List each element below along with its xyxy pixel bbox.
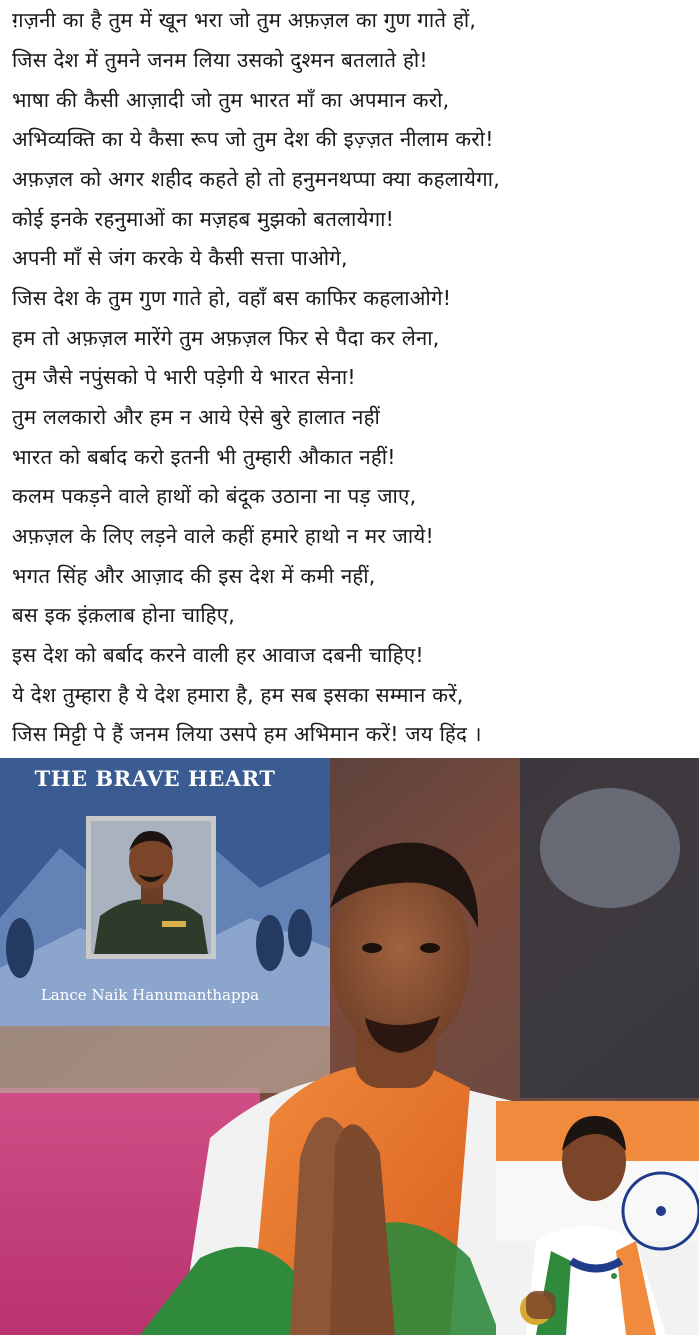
poem-line: जिस देश के तुम गुण गाते हो, वहाँ बस काफिर कहलाओगे! [12, 286, 452, 310]
poem-line: तुम ललकारो और हम न आये ऐसे बुरे हालात नहीं [12, 405, 381, 429]
poem-line: अफ़ज़ल के लिए लड़ने वाले कहीं हमारे हाथो न मर जाये! [12, 524, 434, 548]
poem-line: भारत को बर्बाद करो इतनी भी तुम्हारी औकात नहीं! [12, 445, 396, 469]
poem-line: अभिव्यक्ति का ये कैसा रूप जो तुम देश की इज़्ज़त नीलाम करो! [12, 127, 494, 151]
poem-line: बस इक इंक़लाब होना चाहिए, [12, 603, 236, 627]
poem-line: भगत सिंह और आज़ाद की इस देश में कमी नहीं, [12, 564, 376, 588]
soldier-portrait-image [86, 816, 216, 959]
poem-line: अफ़ज़ल को अगर शहीद कहते हो तो हनुमनथप्पा क्या कहलायेगा, [12, 167, 500, 191]
poem-line: कलम पकड़ने वाले हाथों को बंदूक उठाना ना पड़ जाए, [12, 484, 417, 508]
medal-photo-image [496, 1101, 699, 1335]
poem-line: अपनी माँ से जंग करके ये कैसी सत्ता पाओगे, [12, 246, 348, 270]
medal-inset-photo [496, 1101, 699, 1335]
soldier-name-label: Lance Naik Hanumanthappa [40, 986, 260, 1004]
poem-line: तुम जैसे नपुंसको पे भारी पड़ेगी ये भारत सेना! [12, 365, 356, 389]
soldier-portrait [86, 816, 216, 959]
brave-heart-title: THE BRAVE HEART [34, 766, 276, 791]
poem-line: जिस देश में तुमने जनम लिया उसको दुश्मन बतलाते हो! [12, 48, 428, 72]
wrestler-photo [0, 758, 699, 1335]
poem-line: ग़ज़नी का है तुम में खून भरा जो तुम अफ़ज़ल का गुण गाते हों, [12, 8, 477, 32]
poem-line: इस देश को बर्बाद करने वाली हर आवाज दबनी चाहिए! [12, 643, 424, 667]
poem-line: जिस मिट्टी पे हैं जनम लिया उसपे हम अभिमान करें! जय हिंद । [12, 722, 482, 746]
poem-line: हम तो अफ़ज़ल मारेंगे तुम अफ़ज़ल फिर से पैदा कर लेना, [12, 326, 440, 350]
poem-line: ये देश तुम्हारा है ये देश हमारा है, हम सब इसका सम्मान करें, [12, 683, 464, 707]
poem-line: कोई इनके रहनुमाओं का मज़हब मुझको बतलायेगा! [12, 207, 395, 231]
brave-heart-panel [0, 758, 330, 1026]
poem-line: भाषा की कैसी आज़ादी जो तुम भारत माँ का अपमान करो, [12, 88, 450, 112]
